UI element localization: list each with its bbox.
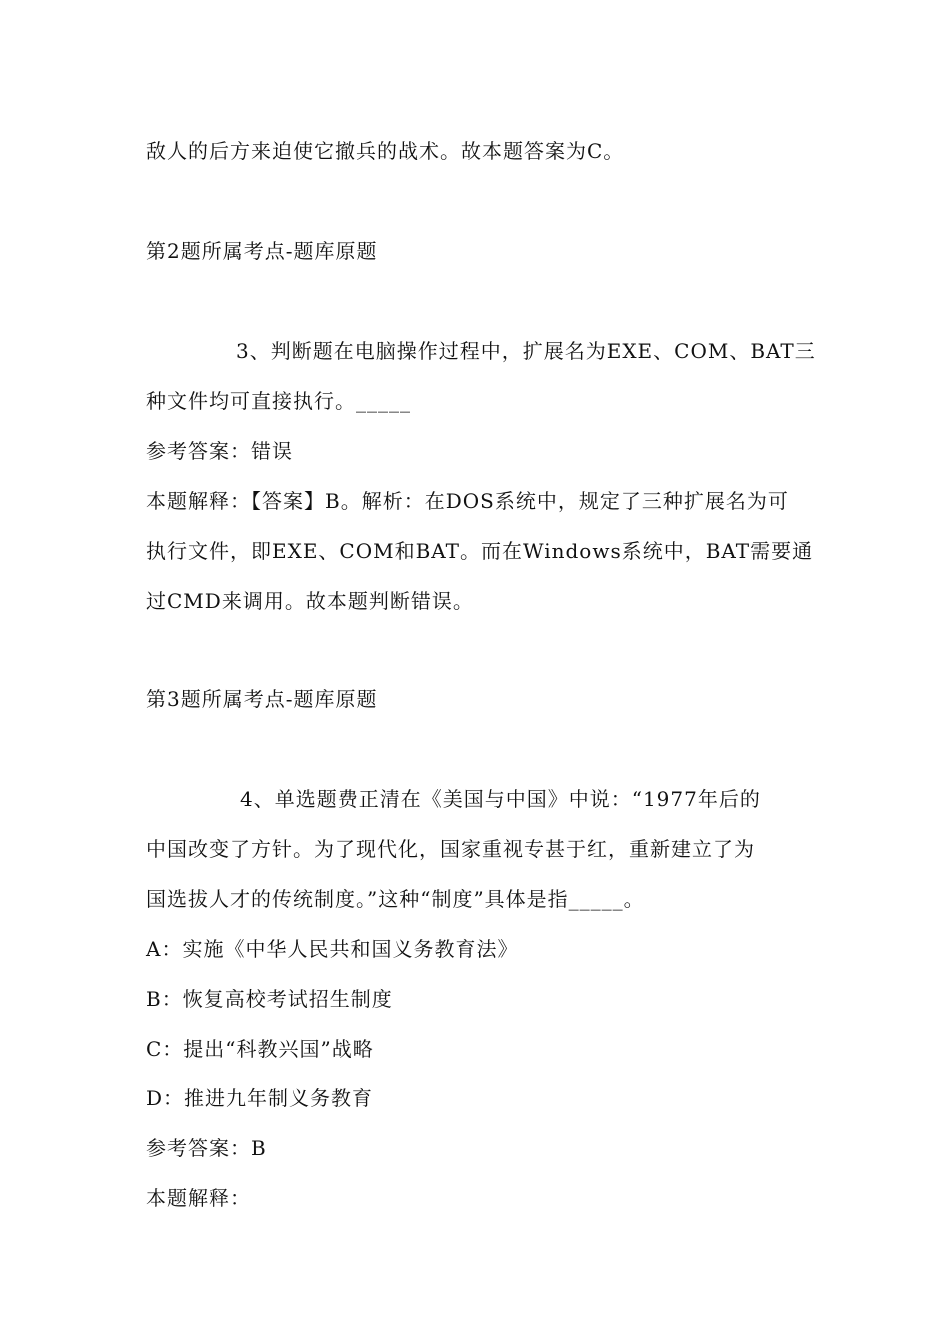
question-3-answer: 参考答案：错误 bbox=[146, 439, 293, 463]
question-3-point-heading: 第3题所属考点-题库原题 bbox=[146, 687, 378, 711]
question-4-stem-line-3: 国选拔人才的传统制度。”这种“制度”具体是指_____。 bbox=[146, 887, 645, 911]
question-4-stem-line-2: 中国改变了方针。为了现代化，国家重视专甚于红，重新建立了为 bbox=[146, 837, 755, 861]
question-4-option-d: D：推进九年制义务教育 bbox=[146, 1086, 374, 1110]
question-3-explanation-line-1: 本题解释：【答案】B。解析：在DOS系统中，规定了三种扩展名为可 bbox=[146, 489, 789, 513]
question-4-option-a: A：实施《中华人民共和国义务教育法》 bbox=[146, 937, 519, 961]
question-4-option-c: C：提出“科教兴国”战略 bbox=[146, 1037, 374, 1061]
question-2-point-heading: 第2题所属考点-题库原题 bbox=[146, 239, 378, 263]
question-3-stem-line-2: 种文件均可直接执行。_____ bbox=[146, 389, 411, 413]
question-3-stem-line-1: 3、判断题在电脑操作过程中，扩展名为EXE、COM、BAT三 bbox=[236, 339, 816, 363]
question-4-answer: 参考答案：B bbox=[146, 1136, 267, 1160]
question-3-explanation-line-3: 过CMD来调用。故本题判断错误。 bbox=[146, 589, 474, 613]
question-4-option-b: B：恢复高校考试招生制度 bbox=[146, 987, 393, 1011]
question-4-explanation: 本题解释： bbox=[146, 1186, 251, 1210]
question-4-stem-line-1: 4、单选题费正清在《美国与中国》中说：“1977年后的 bbox=[240, 787, 761, 811]
paragraph-text: 敌人的后方来迫使它撤兵的战术。故本题答案为C。 bbox=[146, 139, 625, 163]
question-3-explanation-line-2: 执行文件，即EXE、COM和BAT。而在Windows系统中，BAT需要通 bbox=[146, 539, 814, 563]
